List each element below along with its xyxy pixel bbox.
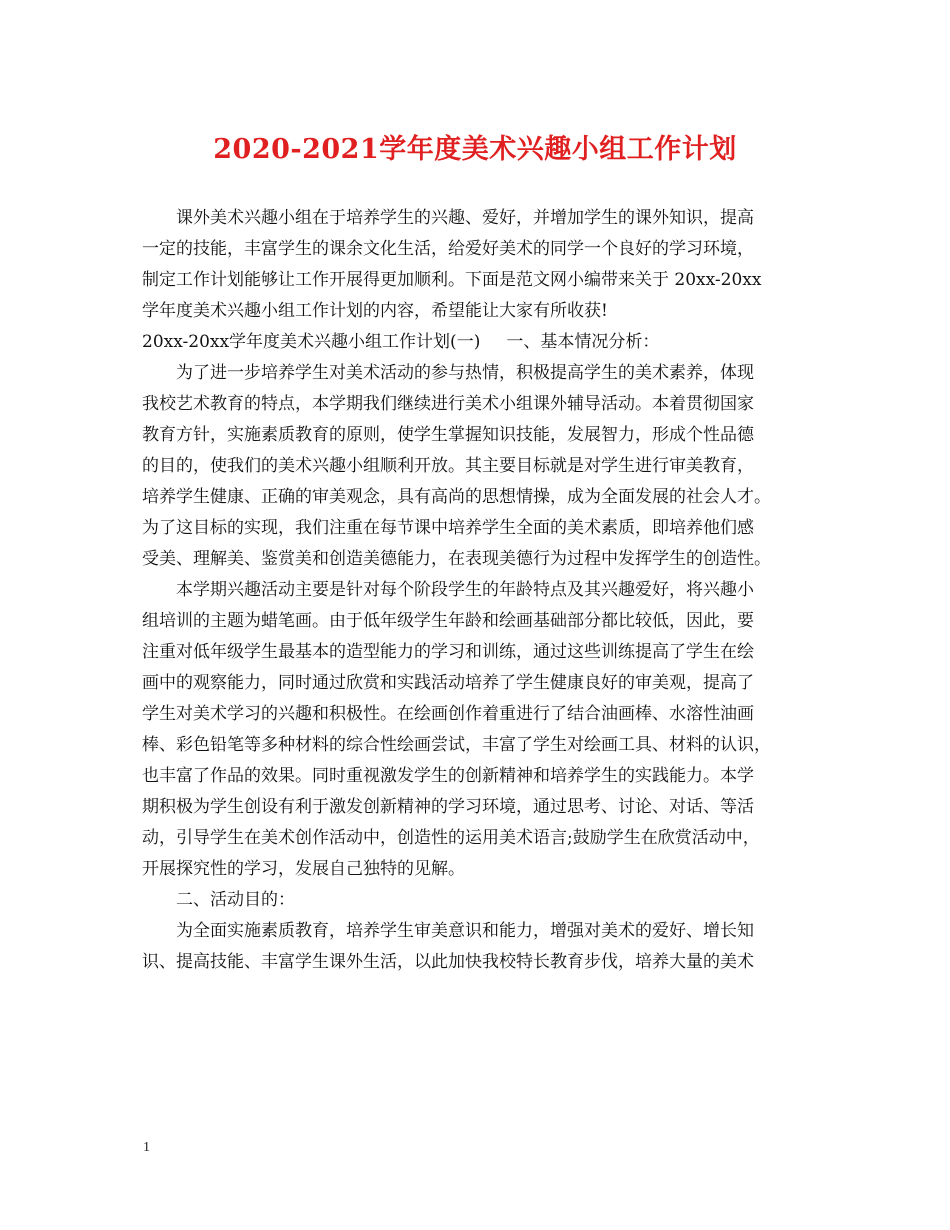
body-line: 棒、彩色铅笔等多种材料的综合性绘画尝试，丰富了学生对绘画工具、材料的认识， [142,735,771,755]
body-line: 本学期兴趣活动主要是针对每个阶段学生的年龄特点及其兴趣爱好，将兴趣小 [176,580,754,600]
body-line: 培养学生健康、正确的审美观念，具有高尚的思想情操，成为全面发展的社会人才。 [142,487,771,507]
body-line: 学年度美术兴趣小组工作计划的内容，希望能让大家有所收获! [142,301,608,321]
body-line: 组培训的主题为蜡笔画。由于低年级学生年龄和绘画基础部分都比较低，因此，要 [142,611,754,631]
body-line: 为全面实施素质教育，培养学生审美意识和能力，增强对美术的爱好、增长知 [176,921,754,941]
document-body [142,203,832,978]
body-line: 教育方针，实施素质教育的原则，使学生掌握知识技能，发展智力，形成个性品德 [142,425,754,445]
section-heading-1: 一、基本情况分析： [506,332,660,352]
body-line: 我校艺术教育的特点，本学期我们继续进行美术小组课外辅导活动。本着贯彻国家 [142,394,754,414]
document-title: 2020-2021学年度美术兴趣小组工作计划 [213,134,737,165]
body-line: 的目的，使我们的美术兴趣小组顺利开放。其主要目标就是对学生进行审美教育， [142,456,754,476]
body-line: 受美、理解美、鉴赏美和创造美德能力，在表现美德行为过程中发挥学生的创造性。 [142,549,771,569]
body-line: 为了进一步培养学生对美术活动的参与热情，积极提高学生的美术素养，体现 [176,363,754,383]
plan-heading: 20xx-20xx学年度美术兴趣小组工作计划(一) [142,332,481,352]
body-line: 画中的观察能力，同时通过欣赏和实践活动培养了学生健康良好的审美观，提高了 [142,673,754,693]
body-line: 动，引导学生在美术创作活动中，创造性的运用美术语言;鼓励学生在欣赏活动中， [142,828,760,848]
page-number: 1 [143,1140,150,1155]
body-line: 识、提高技能、丰富学生课外生活，以此加快我校特长教育步伐，培养大量的美术 [142,952,754,972]
body-line: 制定工作计划能够让工作开展得更加顺利。下面是范文网小编带来关于 20xx-20xx [142,270,762,290]
section-heading-2: 二、活动目的： [176,890,295,910]
body-line-heading [142,327,832,358]
body-line: 一定的技能，丰富学生的课余文化生活，给爱好美术的同学一个良好的学习环境， [142,239,754,259]
body-line: 注重对低年级学生最基本的造型能力的学习和训练，通过这些训练提高了学生在绘 [142,642,754,662]
body-line: 课外美术兴趣小组在于培养学生的兴趣、爱好，并增加学生的课外知识，提高 [176,208,754,228]
body-line: 学生对美术学习的兴趣和积极性。在绘画创作着重进行了结合油画棒、水溶性油画 [142,704,754,724]
body-line: 为了这目标的实现，我们注重在每节课中培养学生全面的美术素质，即培养他们感 [142,518,754,538]
body-line: 期积极为学生创设有利于激发创新精神的学习环境，通过思考、讨论、对话、等活 [142,797,754,817]
body-line: 也丰富了作品的效果。同时重视激发学生的创新精神和培养学生的实践能力。本学 [142,766,754,786]
body-line: 开展探究性的学习，发展自己独特的见解。 [142,859,465,879]
